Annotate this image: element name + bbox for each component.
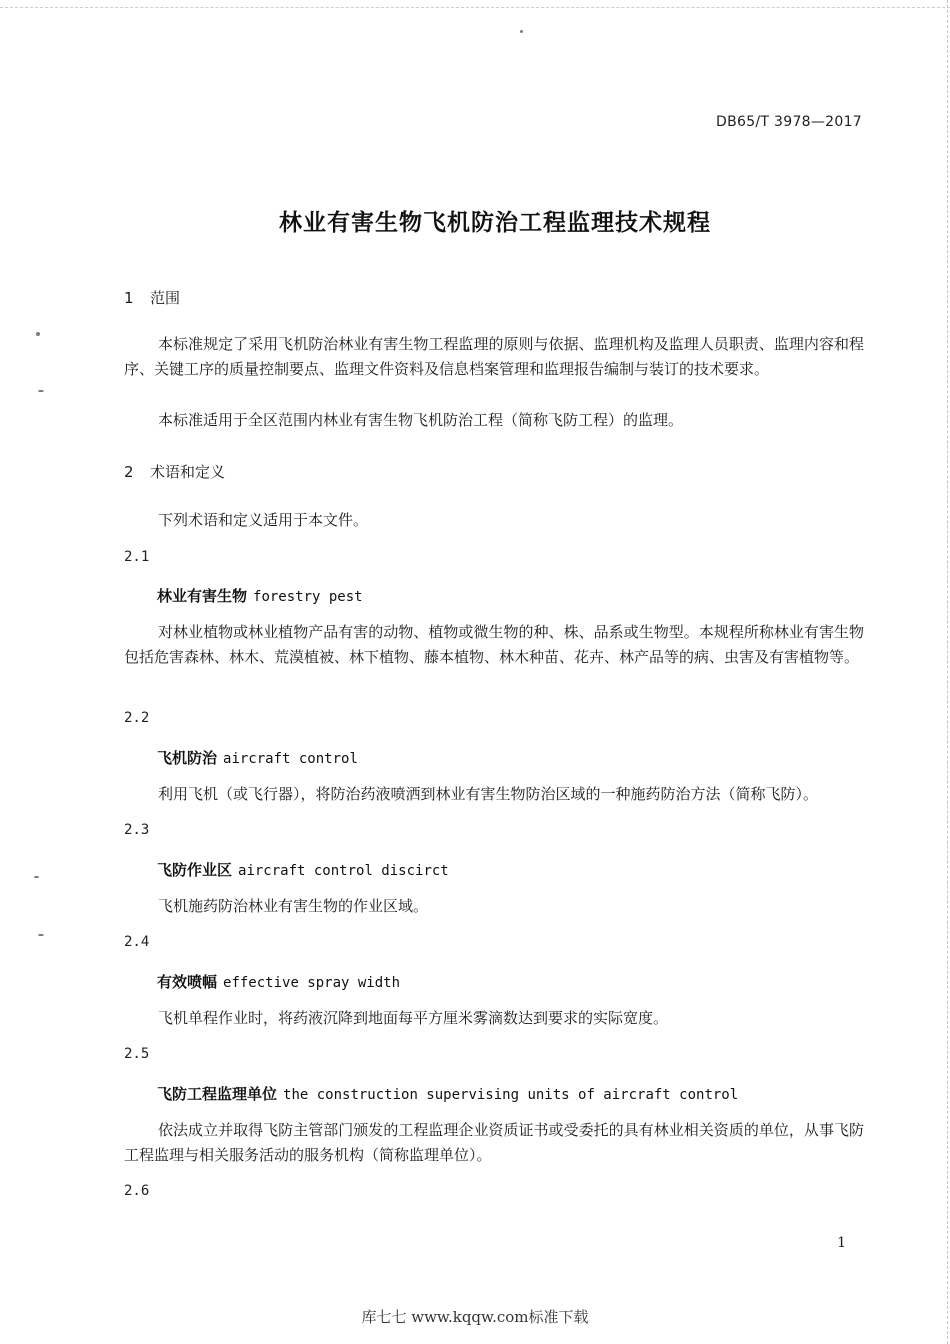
section-number: 1 bbox=[124, 289, 134, 307]
term-english: forestry pest bbox=[253, 589, 363, 605]
subsection-number: 2.5 bbox=[124, 1046, 150, 1062]
term-chinese: 林业有害生物 bbox=[157, 587, 248, 605]
document-title: 林业有害生物飞机防治工程监理技术规程 bbox=[279, 210, 711, 236]
term-entry bbox=[157, 859, 449, 880]
scan-right-edge bbox=[946, 0, 948, 1344]
page-number: 1 bbox=[837, 1235, 846, 1251]
term-chinese: 飞机防治 bbox=[157, 749, 218, 767]
term-definition: 利用飞机（或飞行器），将防治药液喷洒到林业有害生物防治区域的一种施药防治方法（简称飞防）。 bbox=[158, 785, 819, 803]
term-chinese: 飞防作业区 bbox=[157, 861, 233, 879]
subsection-number: 2.2 bbox=[124, 710, 150, 726]
paragraph: 下列术语和定义适用于本文件。 bbox=[158, 511, 369, 529]
term-chinese: 飞防工程监理单位 bbox=[157, 1085, 278, 1103]
footer-watermark: 库七七 www.kqqw.com标准下载 bbox=[361, 1308, 589, 1326]
term-definition: 依法成立并取得飞防主管部门颁发的工程监理企业资质证书或受委托的具有林业相关资质的单位，从事飞防工程监理与相关服务活动的服务机构（简称监理单位）。 bbox=[124, 1121, 864, 1164]
subsection-number: 2.6 bbox=[124, 1183, 150, 1199]
term-english: effective spray width bbox=[223, 975, 401, 991]
document-code: DB65/T 3978—2017 bbox=[716, 114, 862, 130]
term-definition: 飞机单程作业时，将药液沉降到地面每平方厘米雾滴数达到要求的实际宽度。 bbox=[158, 1009, 669, 1027]
subsection-number: 2.4 bbox=[124, 934, 150, 950]
subsection-number: 2.1 bbox=[124, 549, 150, 565]
scan-speck bbox=[38, 390, 44, 392]
section-number: 2 bbox=[124, 463, 134, 481]
paragraph: 本标准适用于全区范围内林业有害生物飞机防治工程（简称飞防工程）的监理。 bbox=[158, 411, 684, 429]
scan-speck bbox=[36, 332, 40, 336]
section-heading bbox=[124, 461, 225, 482]
section-title: 范围 bbox=[150, 289, 181, 307]
term-entry bbox=[157, 747, 358, 768]
term-english: aircraft control discirct bbox=[238, 863, 449, 879]
term-english: aircraft control bbox=[223, 751, 358, 767]
scan-speck bbox=[34, 876, 39, 878]
term-entry bbox=[157, 585, 363, 606]
section-title: 术语和定义 bbox=[150, 463, 226, 481]
term-chinese: 有效喷幅 bbox=[157, 973, 218, 991]
section-heading bbox=[124, 287, 180, 308]
scan-speck bbox=[520, 30, 523, 33]
paragraph: 本标准规定了采用飞机防治林业有害生物工程监理的原则与依据、监理机构及监理人员职责、监理内容和程序、关键工序的质量控制要点、监理文件资料及信息档案管理和监理报告编制与装订的技术要求。 bbox=[124, 335, 864, 378]
subsection-number: 2.3 bbox=[124, 822, 150, 838]
scan-speck bbox=[38, 934, 44, 936]
term-entry bbox=[157, 1083, 738, 1104]
term-definition: 对林业植物或林业植物产品有害的动物、植物或微生物的种、株、品系或生物型。本规程所称林业有害生物包括危害森林、林木、荒漠植被、林下植物、藤本植物、林木种苗、花卉、林产品等的病、虫害及有害植物等。 bbox=[124, 623, 864, 666]
term-entry bbox=[157, 971, 400, 992]
term-definition: 飞机施药防治林业有害生物的作业区域。 bbox=[158, 897, 429, 915]
term-english: the construction supervising units of aircraft control bbox=[283, 1087, 739, 1103]
scan-top-edge bbox=[0, 0, 950, 8]
